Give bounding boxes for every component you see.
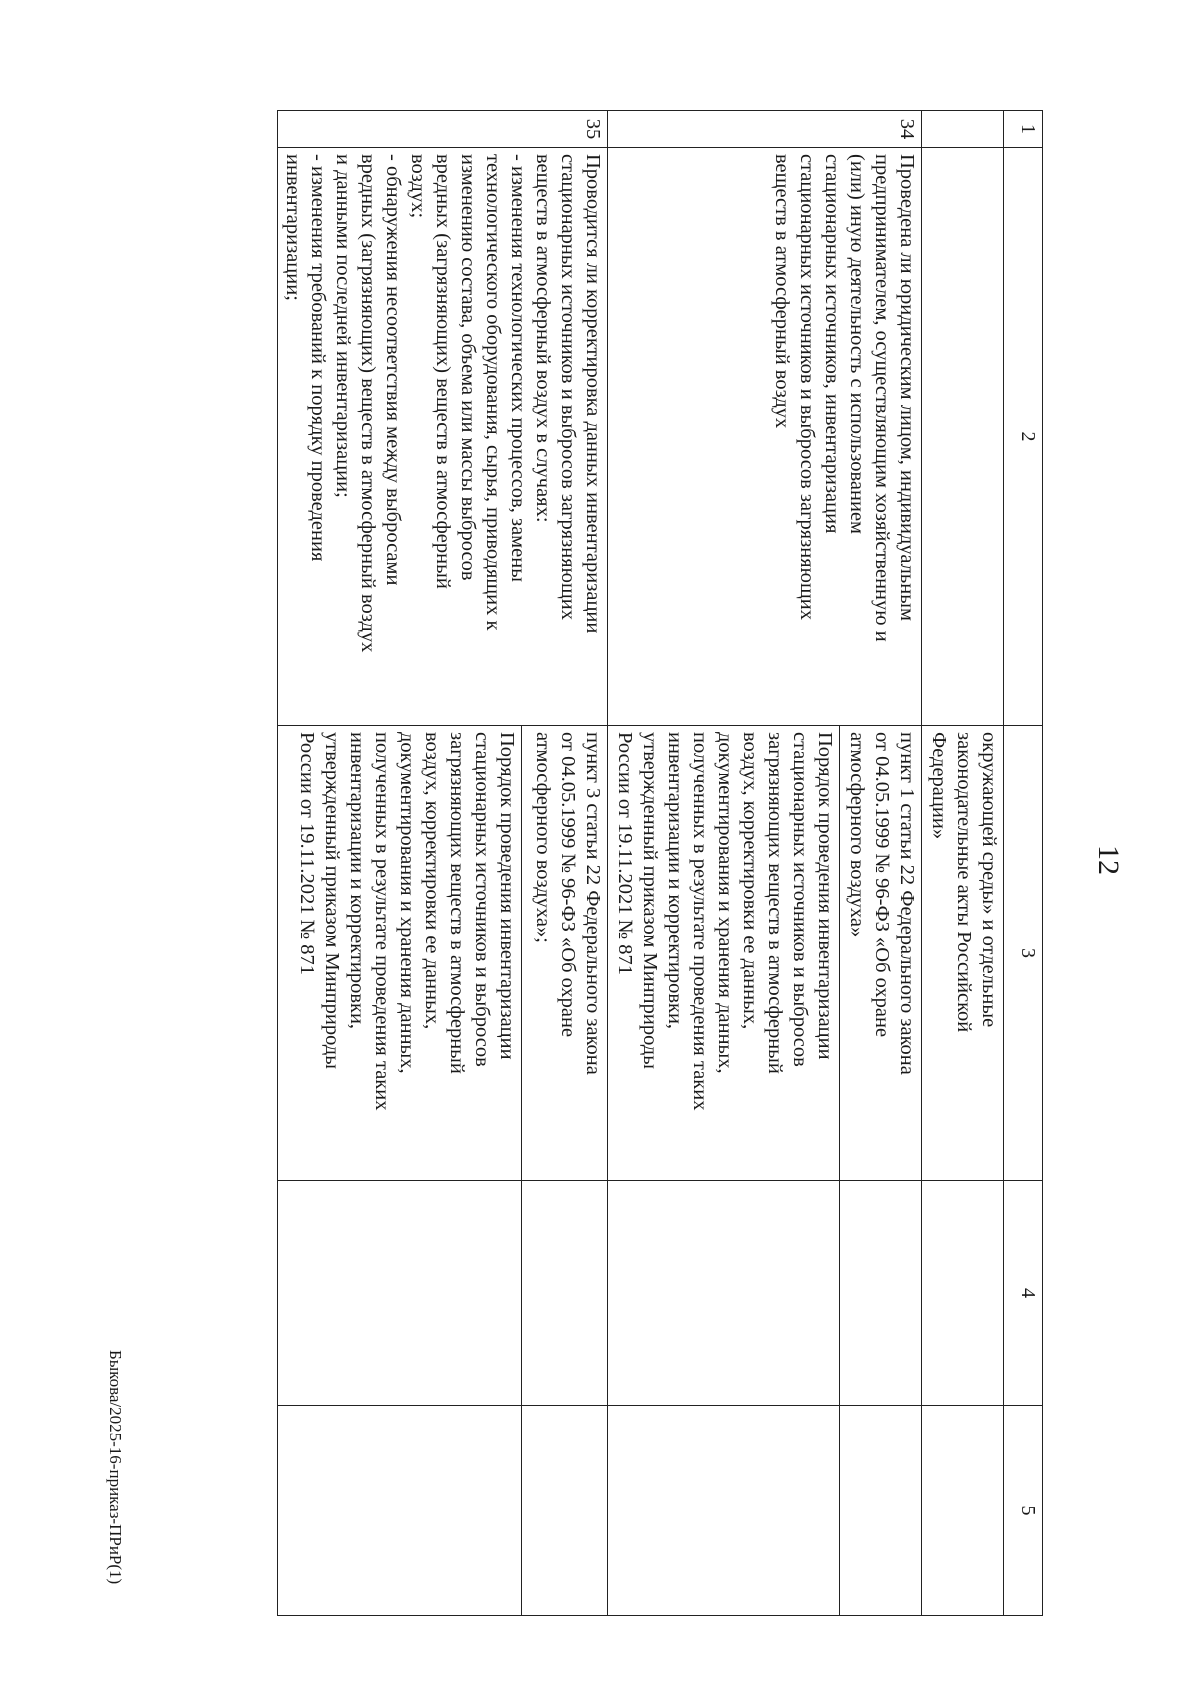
question-text: Проведена ли юридическим лицом, индивидуальным предпринимателем, осуществляющим хозяйственную и (или) иную деятельность с использованием стационарных источников, инвентаризация стационарных источников и выбросов загрязняющих веществ в атмосферный воздух: [608, 148, 922, 726]
table-row: [521, 111, 607, 1616]
legal-basis: Порядок проведения инвентаризации стационарных источников и выбросов загрязняющих веществ в атмосферный воздух, корректировки ее данных, документирования и хранения данных, полученных в результате проведения таких инвентаризации и корректировки, утвержденный приказом Минприроды России от 19.11.2021 № 871: [608, 726, 840, 1181]
column-header-5: 5: [1004, 1406, 1043, 1616]
table-header-row: [1004, 111, 1043, 1616]
document-code: Быкова/2025-16-приказ-ПРиР(1): [106, 1350, 125, 1585]
cell-empty: [922, 148, 1004, 726]
note-cell[interactable]: [840, 1406, 922, 1616]
page-number: 12: [1092, 845, 1125, 875]
question-text: Проводится ли корректировка данных инвентаризации стационарных источников и выбросов загрязняющих веществ в атмосферный воздух в случаях: - изменения технологических процессов, замены технологического оборудования, сырья, приводящих к изменению состава, объема или массы выбросов вредных (загрязняющих) веществ в атмосферный воздух; - обнаружения несоответствия между выбросами вредных (загрязняющих) веществ в атмосферный воздух и данными последней инвентаризации; - изменения требований к порядку проведения инвентаризации;: [278, 148, 608, 726]
cell-empty: [922, 1181, 1004, 1406]
row-number: 34: [608, 111, 922, 148]
checklist-table: [277, 110, 1043, 1616]
rotated-page: [105, 85, 1135, 1665]
answer-cell[interactable]: [521, 1181, 607, 1406]
cell-empty: [922, 111, 1004, 148]
answer-cell[interactable]: [608, 1181, 840, 1406]
note-cell[interactable]: [608, 1406, 840, 1616]
cell-empty: [922, 1406, 1004, 1616]
note-cell[interactable]: [521, 1406, 607, 1616]
continuation-basis: окружающей среды» и отдельные законодательные акты Российской Федерации»: [922, 726, 1004, 1181]
legal-basis: пункт 1 статьи 22 Федерального закона от 04.05.1999 № 96-ФЗ «Об охране атмосферного воздуха»: [840, 726, 922, 1181]
table-row: [840, 111, 922, 1616]
answer-cell[interactable]: [278, 1181, 522, 1406]
column-header-2: 2: [1004, 148, 1043, 726]
column-header-4: 4: [1004, 1181, 1043, 1406]
column-header-3: 3: [1004, 726, 1043, 1181]
legal-basis: Порядок проведения инвентаризации стационарных источников и выбросов загрязняющих веществ в атмосферный воздух, корректировки ее данных, документирования и хранения данных, полученных в результате проведения таких инвентаризации и корректировки, утвержденный приказом Минприроды России от 19.11.2021 № 871: [278, 726, 522, 1181]
note-cell[interactable]: [278, 1406, 522, 1616]
answer-cell[interactable]: [840, 1181, 922, 1406]
column-header-1: 1: [1004, 111, 1043, 148]
row-number: 35: [278, 111, 608, 148]
legal-basis: пункт 3 статьи 22 Федерального закона от 04.05.1999 № 96-ФЗ «Об охране атмосферного воздуха»;: [521, 726, 607, 1181]
table-row-continuation: [922, 111, 1004, 1616]
